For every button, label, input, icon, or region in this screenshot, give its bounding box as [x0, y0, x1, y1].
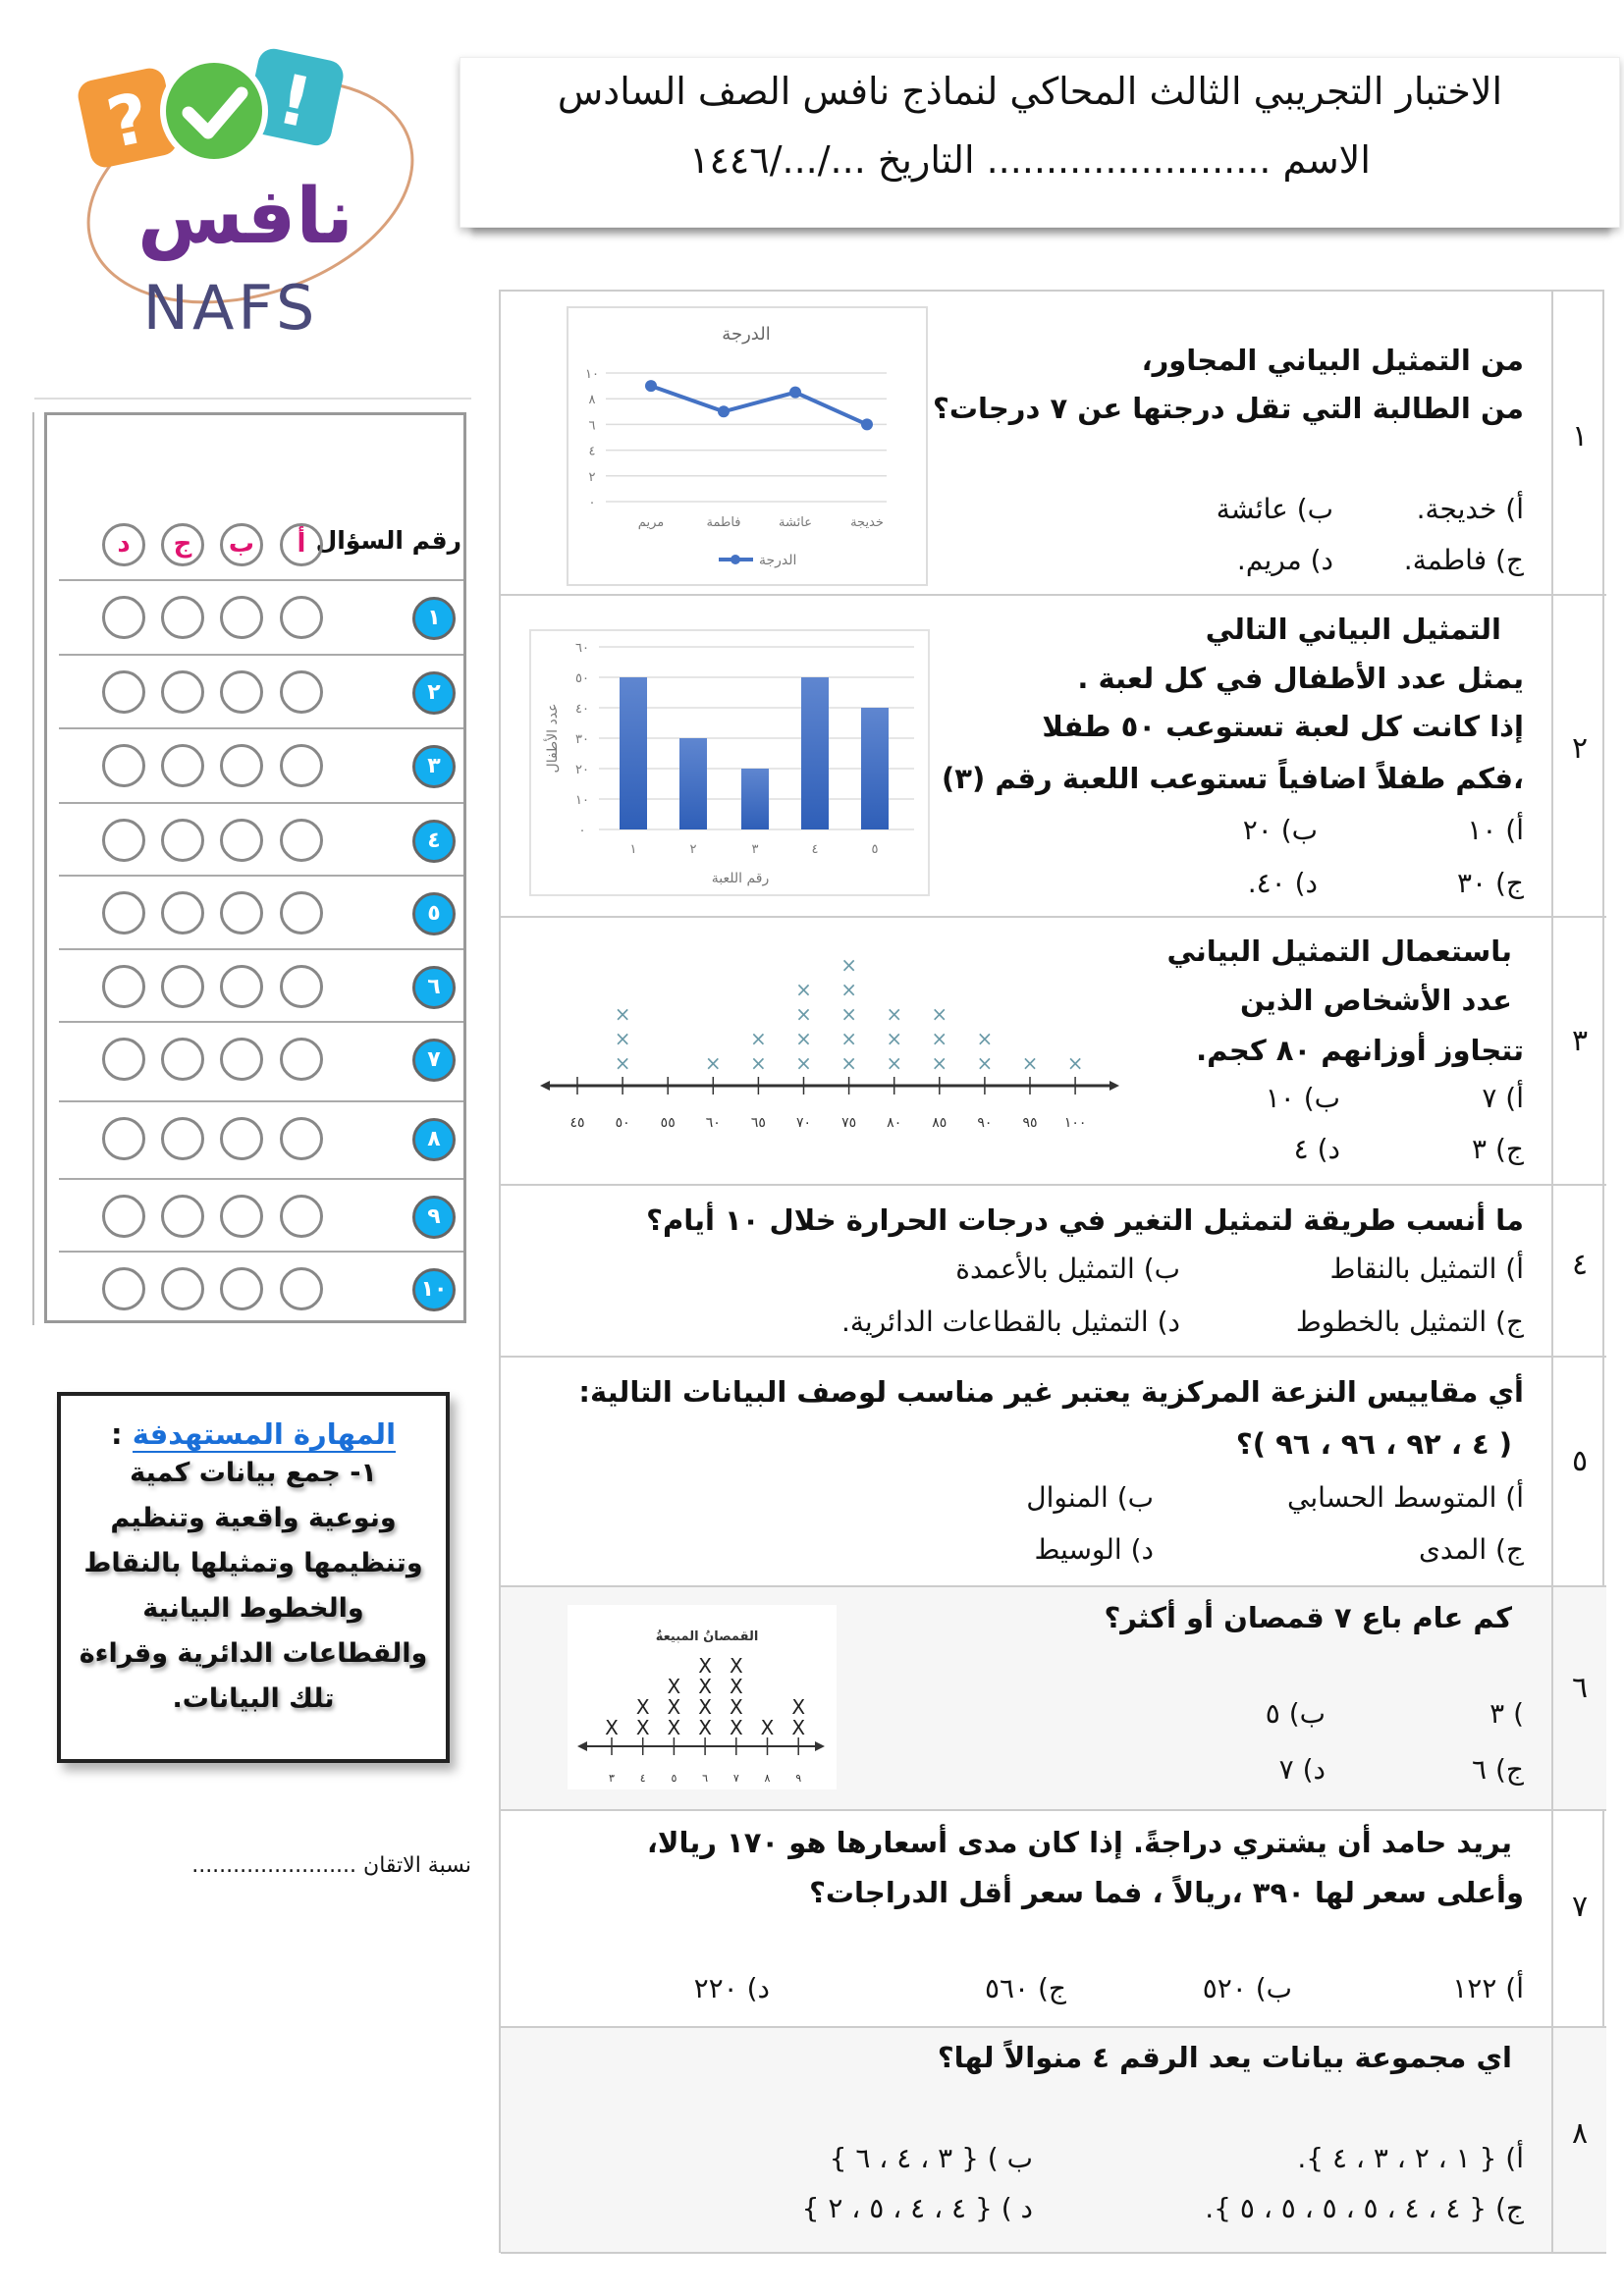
arrow-left-icon — [540, 1081, 550, 1091]
question-row — [501, 2028, 1606, 2254]
answer-option-c[interactable]: ج) فاطمة. — [1403, 544, 1524, 576]
answer-option-b[interactable]: ب) التمثيل بالأعمدة — [955, 1253, 1180, 1285]
question-mark-icon: ? — [100, 77, 157, 165]
data-mark: × — [750, 1051, 767, 1075]
y-tick-label: ٣٠ — [575, 732, 589, 747]
bar — [679, 738, 707, 829]
answer-bubble-b[interactable] — [220, 1117, 263, 1160]
answer-bubble-d[interactable] — [102, 1117, 145, 1160]
x-tick-label: ٨٥ — [932, 1115, 947, 1131]
x-tick-label: فاطمة — [706, 515, 741, 530]
answer-bubble-c[interactable] — [161, 670, 204, 714]
answer-bubble-b[interactable] — [220, 670, 263, 714]
answer-bubble-a[interactable] — [280, 1117, 323, 1160]
data-mark: × — [931, 1027, 948, 1050]
answer-bubble-a[interactable] — [280, 1267, 323, 1310]
question-number-badge: ٨ — [412, 1118, 456, 1161]
data-mark: × — [840, 953, 857, 977]
x-tick-label: ٨٠ — [887, 1115, 902, 1131]
x-tick-label: ٤٥ — [569, 1115, 585, 1131]
answer-option-d[interactable]: د) مريم. — [1236, 544, 1333, 576]
answer-option-c[interactable]: ج) ٥٦٠ — [984, 1972, 1066, 2004]
question-text: وأعلى سعر لها ٣٩٠ ،ريالاً ، فما سعر أقل الدراجات؟ — [809, 1876, 1524, 1909]
x-tick-label: ٥ — [871, 842, 879, 857]
answer-row — [59, 1100, 463, 1180]
x-tick-label: ٩٥ — [1022, 1115, 1038, 1131]
answer-bubble-d[interactable] — [102, 819, 145, 862]
legend-label: الدرجة — [759, 553, 797, 568]
answer-option-b[interactable]: ب ) { ٣ ، ٤ ، ٦ } — [829, 2142, 1033, 2174]
answer-bubble-c[interactable] — [161, 744, 204, 787]
answer-option-b[interactable]: ب) عائشة — [1216, 493, 1333, 525]
chart-title: الدرجة — [722, 324, 771, 345]
data-mark: X — [729, 1675, 743, 1698]
question-text: ما أنسب طريقة لتمثيل التغير في درجات الحرارة خلال ١٠ أيام؟ — [646, 1203, 1524, 1237]
question-number-badge: ٢ — [412, 671, 456, 715]
answer-sheet — [44, 412, 466, 1323]
y-tick-label: ١٠ — [585, 367, 599, 382]
x-tick-label: ٥٠ — [615, 1115, 630, 1131]
answer-option-c[interactable]: ج) ٣٠ — [1457, 867, 1524, 899]
answer-option-b[interactable]: ب) المنوال — [1026, 1481, 1154, 1514]
x-tick-label: ٨ — [764, 1772, 771, 1785]
question-text: يمثل عدد الأطفال في كل لعبة . — [1077, 662, 1524, 695]
question-number-cell — [1551, 1587, 1606, 1809]
answer-option-d[interactable]: د) الوسيط — [1034, 1533, 1154, 1566]
data-mark: X — [667, 1716, 681, 1739]
answer-row — [59, 1251, 463, 1328]
y-tick-label: ٤ — [588, 444, 596, 459]
answer-row — [59, 654, 463, 729]
question-number-cell — [1551, 2028, 1606, 2252]
answer-row — [59, 727, 463, 804]
data-mark: X — [605, 1716, 619, 1739]
question-number-cell — [1551, 1811, 1606, 2026]
x-tick-label: ٣ — [751, 842, 759, 857]
answer-option-a[interactable]: أ) خديجة. — [1416, 493, 1524, 525]
question-number-cell — [1551, 918, 1606, 1184]
x-tick-label: خديجة — [850, 515, 884, 530]
y-tick-label: ٦ — [588, 418, 596, 434]
data-mark: × — [795, 1051, 812, 1075]
answer-bubble-b[interactable] — [220, 965, 263, 1008]
data-mark: × — [1066, 1051, 1084, 1075]
answer-bubble-a[interactable] — [280, 965, 323, 1008]
data-mark: × — [840, 1051, 857, 1075]
answer-bubble-d[interactable] — [102, 670, 145, 714]
skill-title-colon: : — [110, 1417, 123, 1451]
answer-option-a[interactable]: أ) ٧ — [1482, 1082, 1524, 1114]
x-tick-label: ٧٥ — [841, 1115, 857, 1131]
answer-option-b[interactable]: ب) ٥٢٠ — [1202, 1972, 1292, 2004]
skill-line: ١- جمع بيانات كمية — [130, 1458, 377, 1488]
data-mark: X — [698, 1716, 712, 1739]
nafs-logo — [59, 25, 461, 358]
bar — [741, 769, 769, 829]
data-mark: X — [791, 1695, 806, 1719]
data-mark: X — [729, 1695, 743, 1719]
answer-bubble-d[interactable] — [102, 1038, 145, 1081]
answer-bubble-a[interactable] — [280, 1038, 323, 1081]
question-text: ( ٤ ، ٩٢ ، ٩٦ ، ٩٦ )؟ — [1235, 1427, 1512, 1461]
answer-bubble-b[interactable] — [220, 1038, 263, 1081]
question-text: التمثيل البياني التالي — [1205, 613, 1501, 646]
check-icon — [163, 60, 265, 162]
answer-bubble-d[interactable] — [102, 965, 145, 1008]
answer-bubble-c[interactable] — [161, 596, 204, 639]
question-number: ٥ — [1571, 1444, 1589, 1478]
data-mark: × — [840, 1002, 857, 1026]
data-point — [718, 405, 730, 417]
x-tick-label: عائشة — [779, 515, 812, 530]
answer-row — [59, 1178, 463, 1253]
question-number-badge: ١٠ — [412, 1268, 456, 1311]
data-mark: × — [795, 1002, 812, 1026]
divider — [34, 398, 471, 400]
data-point — [645, 380, 657, 392]
x-tick-label: ٦٠ — [705, 1115, 721, 1131]
skill-line: والقطاعات الدائرية وقراءة — [79, 1638, 428, 1669]
skill-line: تلك البيانات. — [172, 1683, 335, 1714]
question-text: أي مقاييس النزعة المركزية يعتبر غير مناسب لوصف البيانات التالية: — [578, 1375, 1524, 1409]
exam-title: الاختبار التجريبي الثالث المحاكي لنماذج نافس الصف السادس — [557, 70, 1503, 113]
answer-bubble-c[interactable] — [161, 965, 204, 1008]
question-number: ١ — [1571, 419, 1589, 454]
x-tick-label: ٣ — [609, 1772, 615, 1785]
question-number: ٧ — [1571, 1890, 1589, 1924]
answer-bubble-b[interactable] — [220, 1267, 263, 1310]
mastery-field[interactable] — [147, 1853, 471, 1878]
answer-option-a[interactable]: أ) ١٢٢ — [1452, 1972, 1524, 2004]
answer-row — [59, 579, 463, 656]
question-row — [501, 1811, 1606, 2028]
data-mark: × — [795, 1027, 812, 1050]
bar — [620, 677, 647, 829]
data-mark: X — [667, 1695, 681, 1719]
y-tick-label: ١٠ — [575, 793, 589, 808]
skill-title-text: المهارة المستهدفة — [132, 1417, 397, 1451]
line-chart-grades — [567, 306, 928, 586]
question-number-cell — [1551, 1186, 1606, 1356]
question-number-badge: ٣ — [412, 745, 456, 788]
data-mark: X — [729, 1716, 743, 1739]
data-mark: × — [840, 1027, 857, 1050]
answer-bubble-a[interactable] — [280, 1195, 323, 1238]
answer-bubble-d[interactable] — [102, 744, 145, 787]
question-text: من التمثيل البياني المجاور، — [1141, 344, 1524, 377]
answer-sheet-header — [47, 518, 463, 577]
y-tick-label: ٢ — [588, 469, 596, 485]
question-text: عدد الأشخاص الذين — [1239, 984, 1512, 1017]
data-mark: × — [750, 1027, 767, 1050]
name-date-line: الاسم ........................ التاريخ .../.../١٤٤٦ — [689, 138, 1371, 182]
y-tick-label: ٦٠ — [575, 641, 589, 656]
choice-header-d: د — [102, 523, 145, 566]
answer-option-a[interactable]: أ) ١٠ — [1467, 814, 1524, 846]
answer-option-a[interactable]: أ) { ١ ، ٢ ، ٣ ، ٤ }. — [1297, 2142, 1524, 2174]
skill-line: والخطوط البيانية — [142, 1593, 364, 1624]
answer-bubble-a[interactable] — [280, 819, 323, 862]
y-tick-label: ٢٠ — [575, 763, 589, 777]
svg-text:نافس: نافس — [137, 173, 353, 261]
x-tick-label: ٦ — [702, 1772, 709, 1785]
data-mark: X — [635, 1716, 650, 1739]
svg-text:NAFS: NAFS — [142, 272, 319, 344]
answer-option-a[interactable]: أ) التمثيل بالنقاط — [1329, 1253, 1524, 1285]
data-point — [861, 418, 873, 430]
answer-bubble-b[interactable] — [220, 891, 263, 934]
question-text: باستعمال التمثيل البياني — [1166, 934, 1512, 968]
bar — [861, 708, 889, 829]
skill-line: وتنظيمها وتمثيلها بالنقاط — [83, 1548, 423, 1578]
line-plot-weights — [535, 942, 1124, 1144]
target-skill-box — [57, 1392, 450, 1763]
answer-bubble-c[interactable] — [161, 1195, 204, 1238]
y-tick-label: ٥٠ — [575, 671, 589, 686]
answer-bubble-c[interactable] — [161, 1117, 204, 1160]
answer-bubble-c[interactable] — [161, 1038, 204, 1081]
answer-bubble-d[interactable] — [102, 596, 145, 639]
y-tick-label: ٨ — [588, 393, 596, 408]
choice-header-c: ج — [161, 523, 204, 566]
answer-row — [59, 1021, 463, 1102]
question-text: كم عام باع ٧ قمصان أو أكثر؟ — [1104, 1601, 1512, 1634]
answer-bubble-a[interactable] — [280, 670, 323, 714]
choice-header-b: ب — [220, 523, 263, 566]
data-mark: X — [698, 1675, 712, 1698]
data-mark: X — [635, 1695, 650, 1719]
answer-option-b[interactable]: ب) ٢٠ — [1242, 814, 1318, 846]
question-text: يريد حامد أن يشتري دراجةً. إذا كان مدى أسعارها هو ١٧٠ ريالا، — [646, 1826, 1512, 1859]
question-text: تتجاوز أوزانهم ٨٠ كجم. — [1196, 1034, 1524, 1067]
data-mark: X — [698, 1654, 712, 1678]
question-number-badge: ١ — [412, 597, 456, 640]
x-tick-label: ٧٠ — [795, 1115, 812, 1131]
answer-row — [59, 802, 463, 877]
question-number-cell — [1551, 292, 1606, 594]
answer-option-c[interactable]: ج) ٣ — [1472, 1133, 1524, 1165]
answer-option-d[interactable]: د ) { ٤ ، ٤ ، ٥ ، ٢ } — [801, 2192, 1033, 2224]
answer-option-c[interactable]: ج) التمثيل بالخطوط — [1295, 1306, 1524, 1338]
skill-title — [61, 1417, 446, 1451]
answer-option-b[interactable]: ب) ١٠ — [1265, 1082, 1340, 1114]
x-axis-title: رقم اللعبة — [711, 871, 770, 886]
data-mark: × — [795, 978, 812, 1001]
question-text: اي مجموعة بيانات يعد الرقم ٤ منوالاً لها؟ — [937, 2041, 1512, 2074]
answer-bubble-b[interactable] — [220, 596, 263, 639]
exclamation-icon: ! — [271, 58, 319, 144]
question-number: ٦ — [1571, 1671, 1589, 1705]
answer-bubble-b[interactable] — [220, 819, 263, 862]
legend-marker — [731, 555, 740, 564]
data-mark: × — [886, 1051, 903, 1075]
data-mark: × — [704, 1051, 722, 1075]
data-mark: X — [667, 1675, 681, 1698]
data-mark: × — [931, 1002, 948, 1026]
bar — [801, 677, 829, 829]
question-number-badge: ٩ — [412, 1196, 456, 1239]
question-number: ٣ — [1571, 1024, 1589, 1058]
x-tick-label: ٦٥ — [750, 1115, 766, 1131]
answer-bubble-b[interactable] — [220, 744, 263, 787]
data-mark: X — [791, 1716, 806, 1739]
answer-row — [59, 875, 463, 950]
data-mark: × — [614, 1051, 631, 1075]
data-mark: × — [886, 1002, 903, 1026]
x-tick-label: ٥ — [671, 1772, 677, 1785]
question-number-label: رقم السؤال — [315, 526, 461, 555]
answer-bubble-c[interactable] — [161, 1267, 204, 1310]
question-number-badge: ٦ — [412, 966, 456, 1009]
bar-chart-children — [529, 629, 930, 896]
data-point — [789, 387, 801, 399]
data-mark: × — [1021, 1051, 1039, 1075]
answer-option-c[interactable]: ج) { ٤ ، ٤ ، ٥ ، ٥ ، ٥ ، ٥ }. — [1205, 2192, 1524, 2224]
question-text: ،فكم طفلاً اضافياً تستوعب اللعبة رقم (٣) — [942, 762, 1524, 795]
answer-bubble-d[interactable] — [102, 1267, 145, 1310]
x-tick-label: ٩ — [795, 1772, 802, 1785]
answer-option-d[interactable]: د) ٢٢٠ — [693, 1972, 770, 2004]
answer-bubble-b[interactable] — [220, 1195, 263, 1238]
answer-option-d[interactable]: د) ٤ — [1293, 1133, 1340, 1165]
answer-bubble-a[interactable] — [280, 744, 323, 787]
mastery-label: نسبة الاتقان — [363, 1853, 471, 1878]
x-tick-label: ٤ — [639, 1772, 646, 1785]
data-mark: X — [729, 1654, 743, 1678]
data-mark: × — [614, 1027, 631, 1050]
answer-option-a[interactable]: ) ٣ — [1489, 1697, 1524, 1730]
line-plot-shirts — [568, 1605, 837, 1789]
mastery-blank: ........................ — [191, 1853, 357, 1878]
x-tick-label: ٢ — [689, 842, 697, 857]
answer-option-d[interactable]: د) التمثيل بالقطاعات الدائرية. — [841, 1306, 1180, 1338]
x-tick-label: مريم — [637, 515, 665, 530]
data-mark: × — [840, 978, 857, 1001]
y-tick-label: ٠ — [578, 824, 586, 838]
answer-option-d[interactable]: د) ٧ — [1278, 1753, 1326, 1786]
x-tick-label: ١ — [629, 842, 637, 857]
answer-option-b[interactable]: ب) ٥ — [1265, 1697, 1326, 1730]
x-tick-label: ٩٠ — [977, 1115, 993, 1131]
answer-bubble-c[interactable] — [161, 819, 204, 862]
answer-row — [59, 948, 463, 1023]
chart-title: القمصانُ المبيعةُ — [655, 1629, 759, 1644]
answer-bubble-c[interactable] — [161, 891, 204, 934]
exam-header — [460, 57, 1620, 228]
sheet-edge — [32, 412, 34, 1325]
question-number-badge: ٤ — [412, 820, 456, 863]
data-mark: × — [976, 1027, 994, 1050]
answer-option-d[interactable]: د) ٤٠. — [1247, 867, 1318, 899]
question-number: ٤ — [1571, 1248, 1589, 1282]
x-tick-label: ٤ — [811, 842, 819, 857]
y-axis-title: عدد الأطفال — [545, 703, 561, 774]
answer-bubble-d[interactable] — [102, 1195, 145, 1238]
question-row — [501, 1186, 1606, 1358]
question-number-cell — [1551, 1358, 1606, 1585]
y-tick-label: ٠ — [588, 496, 596, 510]
answer-option-c[interactable]: ج) ٦ — [1472, 1753, 1524, 1786]
data-mark: X — [698, 1695, 712, 1719]
answer-option-a[interactable]: أ) المتوسط الحسابي — [1287, 1481, 1524, 1514]
answer-bubble-d[interactable] — [102, 891, 145, 934]
x-tick-label: ٧ — [732, 1772, 739, 1785]
question-number-cell — [1551, 596, 1606, 916]
question-number-badge: ٧ — [412, 1039, 456, 1082]
answer-option-c[interactable]: ج) المدى — [1418, 1533, 1524, 1566]
data-mark: × — [886, 1027, 903, 1050]
choice-header-a: أ — [280, 523, 323, 566]
data-mark: × — [931, 1051, 948, 1075]
skill-line: ونوعية واقعية وتنظيم — [110, 1503, 397, 1533]
question-number-badge: ٥ — [412, 892, 456, 935]
answer-bubble-a[interactable] — [280, 891, 323, 934]
question-text: من الطالبة التي تقل درجتها عن ٧ درجات؟ — [933, 392, 1524, 425]
y-tick-label: ٤٠ — [575, 702, 589, 717]
question-text: إذا كانت كل لعبة تستوعب ٥٠ طفلا — [1042, 710, 1524, 743]
x-tick-label: ١٠٠ — [1063, 1115, 1087, 1131]
question-row — [501, 1358, 1606, 1587]
data-mark: × — [614, 1002, 631, 1026]
answer-bubble-a[interactable] — [280, 596, 323, 639]
data-mark: X — [760, 1716, 775, 1739]
data-mark: × — [976, 1051, 994, 1075]
question-number: ٨ — [1571, 2116, 1589, 2151]
arrow-right-icon — [1110, 1081, 1119, 1091]
question-number: ٢ — [1571, 731, 1589, 766]
chart-frame — [568, 307, 927, 585]
x-tick-label: ٥٥ — [660, 1115, 676, 1131]
